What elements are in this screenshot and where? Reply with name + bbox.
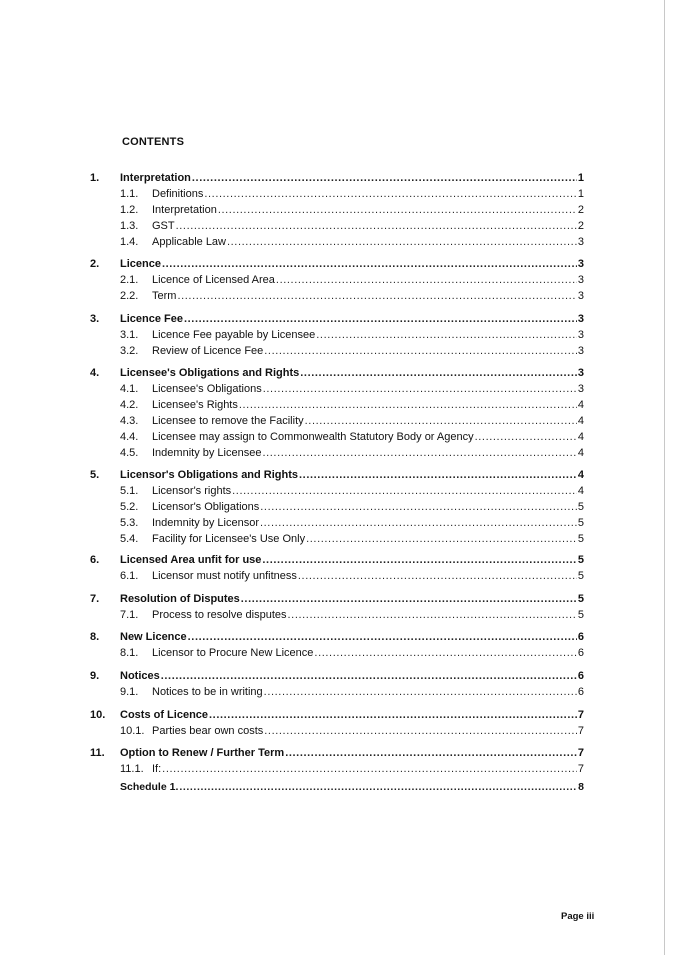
- entry-page-number: 6: [577, 647, 584, 659]
- entry-number: 5.: [90, 469, 100, 481]
- entry-number: 1.: [90, 172, 100, 184]
- entry-page-number: 6: [577, 670, 584, 682]
- toc-section-row[interactable]: [90, 553, 584, 568]
- toc-subsection-row[interactable]: [120, 344, 584, 359]
- toc-subsection-row[interactable]: [120, 484, 584, 499]
- dot-leader: [475, 430, 577, 445]
- entry-title: Licensor's Obligations: [152, 501, 260, 513]
- dot-leader: [300, 366, 577, 381]
- entry-title: New Licence: [120, 631, 187, 643]
- entry-number: 1.4.: [120, 236, 139, 248]
- dot-leader: [276, 273, 577, 288]
- dot-leader: [264, 724, 577, 739]
- dot-leader: [177, 289, 576, 304]
- entry-page-number: 5: [577, 533, 584, 545]
- dot-leader: [314, 646, 576, 661]
- dot-leader: [306, 532, 577, 547]
- toc-subsection-row[interactable]: [120, 382, 584, 397]
- entry-title: Schedule 1.: [120, 781, 179, 793]
- entry-page-number: 6: [577, 686, 584, 698]
- entry-title: Term: [152, 290, 177, 302]
- dot-leader: [262, 446, 576, 461]
- entry-page-number: 4: [577, 431, 584, 443]
- toc-section-row[interactable]: [90, 171, 584, 186]
- dot-leader: [227, 235, 577, 250]
- toc-subsection-row[interactable]: [120, 414, 584, 429]
- entry-page-number: 7: [577, 709, 584, 721]
- toc-subsection-row[interactable]: [120, 532, 584, 547]
- entry-number: 4.: [90, 367, 100, 379]
- entry-page-number: 5: [577, 517, 584, 529]
- dot-leader: [298, 569, 577, 584]
- entry-page-number: 3: [577, 274, 584, 286]
- entry-page-number: 1: [577, 188, 584, 200]
- entry-title: Notices: [120, 670, 160, 682]
- dot-leader: [162, 257, 577, 272]
- entry-title: Licensee may assign to Commonwealth Statutory Body or Agency: [152, 431, 474, 443]
- entry-page-number: 8: [578, 781, 584, 793]
- entry-title: Licensed Area unfit for use: [120, 554, 262, 566]
- dot-leader: [209, 708, 577, 723]
- entry-title: Option to Renew / Further Term: [120, 747, 285, 759]
- dot-leader: [262, 553, 576, 568]
- toc-subsection-row[interactable]: [120, 762, 584, 777]
- entry-number: 3.: [90, 313, 100, 325]
- entry-page-number: 7: [577, 747, 584, 759]
- entry-number: 9.1.: [120, 686, 139, 698]
- entry-title: Notices to be in writing: [152, 686, 263, 698]
- entry-page-number: 5: [577, 501, 584, 513]
- entry-title: GST: [152, 220, 175, 232]
- page-edge-line: [664, 0, 665, 955]
- toc-subsection-row[interactable]: [120, 685, 584, 700]
- entry-number: 2.: [90, 258, 100, 270]
- entry-number: 2.1.: [120, 274, 139, 286]
- dot-leader: [176, 219, 577, 234]
- entry-number: 11.1.: [120, 763, 144, 775]
- toc-section-row[interactable]: [90, 468, 584, 483]
- entry-title: Licensee's Obligations and Rights: [120, 367, 300, 379]
- dot-leader: [316, 328, 577, 343]
- dot-leader: [232, 484, 577, 499]
- entry-number: 3.1.: [120, 329, 139, 341]
- dot-leader: [260, 516, 577, 531]
- dot-leader: [241, 592, 577, 607]
- entry-number: 1.1.: [120, 188, 139, 200]
- entry-number: 7.1.: [120, 609, 139, 621]
- entry-title: Definitions: [152, 188, 204, 200]
- toc-subsection-row[interactable]: [120, 516, 584, 531]
- entry-title: Indemnity by Licensor: [152, 517, 259, 529]
- toc-subsection-row[interactable]: [120, 608, 584, 623]
- toc-subsection-row[interactable]: [120, 187, 584, 202]
- entry-number: 10.: [90, 709, 106, 721]
- entry-page-number: 3: [577, 345, 584, 357]
- dot-leader: [264, 344, 577, 359]
- entry-title: Review of Licence Fee: [152, 345, 264, 357]
- entry-number: 11.: [90, 747, 105, 759]
- dot-leader: [218, 203, 577, 218]
- entry-page-number: 3: [577, 329, 584, 341]
- dot-leader: [161, 669, 577, 684]
- entry-number: 5.3.: [120, 517, 139, 529]
- dot-leader: [299, 468, 577, 483]
- entry-number: 10.1.: [120, 725, 145, 737]
- dot-leader: [188, 630, 577, 645]
- entry-title: If:: [152, 763, 162, 775]
- dot-leader: [162, 762, 577, 777]
- entry-title: Licensor's Obligations and Rights: [120, 469, 299, 481]
- entry-number: 3.2.: [120, 345, 139, 357]
- entry-page-number: 4: [577, 399, 584, 411]
- toc-subsection-row[interactable]: [120, 328, 584, 343]
- page-number-footer: Page iii: [561, 911, 595, 922]
- dot-leader: [192, 171, 577, 186]
- entry-number: 4.2.: [120, 399, 139, 411]
- entry-number: 8.1.: [120, 647, 139, 659]
- entry-number: 4.1.: [120, 383, 139, 395]
- toc-subsection-row[interactable]: [120, 289, 584, 304]
- entry-number: 4.3.: [120, 415, 139, 427]
- entry-number: 1.2.: [120, 204, 139, 216]
- toc-subsection-row[interactable]: [120, 273, 584, 288]
- dot-leader: [305, 414, 577, 429]
- entry-number: 5.2.: [120, 501, 139, 513]
- entry-title: Process to resolve disputes: [152, 609, 287, 621]
- toc-section-row[interactable]: [90, 708, 584, 723]
- entry-title: Licensor to Procure New Licence: [152, 647, 314, 659]
- entry-page-number: 5: [577, 609, 584, 621]
- toc-section-row[interactable]: [90, 366, 584, 381]
- entry-number: 4.4.: [120, 431, 139, 443]
- entry-title: Interpretation: [152, 204, 217, 216]
- entry-number: 7.: [90, 593, 100, 605]
- entry-page-number: 4: [577, 415, 584, 427]
- toc-section-row[interactable]: [90, 257, 584, 272]
- entry-title: Facility for Licensee's Use Only: [152, 533, 306, 545]
- dot-leader: [260, 500, 577, 515]
- dot-leader: [184, 312, 577, 327]
- entry-page-number: 5: [577, 570, 584, 582]
- entry-page-number: 3: [577, 313, 584, 325]
- entry-number: 6.: [90, 554, 100, 566]
- toc-subsection-row[interactable]: [120, 235, 584, 250]
- entry-title: Licence: [120, 258, 161, 270]
- toc-section-row[interactable]: [90, 630, 584, 645]
- entry-number: 9.: [90, 670, 100, 682]
- entry-page-number: 5: [577, 554, 584, 566]
- toc-subsection-row[interactable]: [120, 430, 584, 445]
- toc-subsection-row[interactable]: [120, 398, 584, 413]
- entry-page-number: 1: [577, 172, 584, 184]
- entry-page-number: 7: [577, 763, 584, 775]
- dot-leader: [285, 746, 577, 761]
- entry-title: Licensee's Rights: [152, 399, 238, 411]
- entry-page-number: 4: [577, 485, 584, 497]
- entry-page-number: 3: [577, 236, 584, 248]
- entry-page-number: 5: [577, 593, 584, 605]
- entry-title: Applicable Law: [152, 236, 226, 248]
- entry-title: Licence of Licensed Area: [152, 274, 275, 286]
- entry-number: 5.1.: [120, 485, 139, 497]
- entry-title: Licence Fee payable by Licensee: [152, 329, 316, 341]
- toc-subsection-row[interactable]: [120, 446, 584, 461]
- dot-leader: [288, 608, 577, 623]
- entry-title: Licensor's rights: [152, 485, 232, 497]
- dot-leader: [204, 187, 577, 202]
- toc-subsection-row[interactable]: [120, 500, 584, 515]
- entry-title: Licence Fee: [120, 313, 183, 325]
- dot-leader: [264, 685, 577, 700]
- entry-number: 2.2.: [120, 290, 139, 302]
- toc-subsection-row[interactable]: [120, 203, 584, 218]
- toc-section-row[interactable]: [90, 669, 584, 684]
- entry-title: Costs of Licence: [120, 709, 209, 721]
- toc-subsection-row[interactable]: [120, 646, 584, 661]
- entry-title: Parties bear own costs: [152, 725, 264, 737]
- toc-section-row[interactable]: [90, 746, 584, 761]
- entry-page-number: 3: [577, 367, 584, 379]
- entry-page-number: 2: [577, 204, 584, 216]
- contents-heading: CONTENTS: [122, 136, 185, 148]
- entry-number: 1.3.: [120, 220, 139, 232]
- entry-title: Licensee to remove the Facility: [152, 415, 304, 427]
- entry-page-number: 7: [577, 725, 584, 737]
- dot-leader: [239, 398, 577, 413]
- entry-number: 8.: [90, 631, 100, 643]
- entry-number: 4.5.: [120, 447, 139, 459]
- entry-page-number: 3: [577, 383, 584, 395]
- entry-page-number: 3: [577, 290, 584, 302]
- entry-number: 6.1.: [120, 570, 139, 582]
- entry-number: 5.4.: [120, 533, 139, 545]
- entry-title: Licensee's Obligations: [152, 383, 262, 395]
- entry-page-number: 3: [577, 258, 584, 270]
- dot-leader: [263, 382, 577, 397]
- dot-leader: [179, 780, 577, 795]
- toc-section-row[interactable]: [90, 592, 584, 607]
- toc-subsection-row[interactable]: [120, 569, 584, 584]
- toc-schedule-row[interactable]: [120, 780, 584, 795]
- entry-title: Licensor must notify unfitness: [152, 570, 297, 582]
- toc-subsection-row[interactable]: [120, 219, 584, 234]
- entry-title: Indemnity by Licensee: [152, 447, 262, 459]
- toc-section-row[interactable]: [90, 312, 584, 327]
- entry-page-number: 6: [577, 631, 584, 643]
- entry-page-number: 2: [577, 220, 584, 232]
- toc-subsection-row[interactable]: [120, 724, 584, 739]
- entry-page-number: 4: [577, 447, 584, 459]
- entry-title: Resolution of Disputes: [120, 593, 240, 605]
- entry-title: Interpretation: [120, 172, 191, 184]
- entry-page-number: 4: [577, 469, 584, 481]
